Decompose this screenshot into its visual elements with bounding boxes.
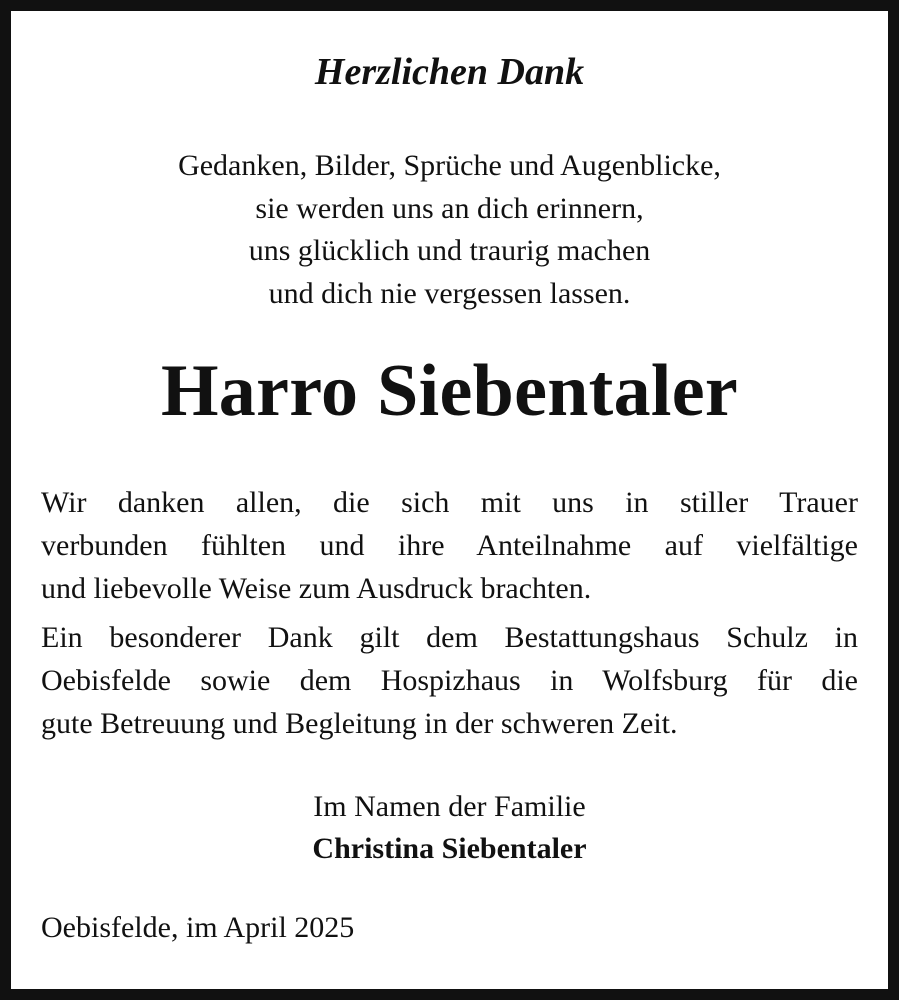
place-date: Oebisfelde, im April 2025 (41, 911, 355, 944)
paragraph-line: gute Betreuung und Begleitung in der schweren Zeit. (41, 707, 678, 740)
poem-line: Gedanken, Bilder, Sprüche und Augenblicke, (178, 149, 721, 182)
signature-block (11, 786, 888, 870)
paragraph-line: Wir danken allen, die sich mit uns in stiller Trauer (41, 486, 858, 519)
special-thanks-paragraph (41, 616, 858, 745)
paragraph-line: und liebevolle Weise zum Ausdruck brachten. (41, 572, 592, 605)
signature-intro: Im Namen der Familie (313, 790, 586, 823)
thanks-paragraph (41, 481, 858, 610)
paragraph-line: Oebisfelde sowie dem Hospizhaus in Wolfsburg für die (41, 664, 858, 697)
signer-name: Christina Siebentaler (312, 832, 587, 865)
poem-line: und dich nie vergessen lassen. (268, 276, 631, 310)
paragraph-line: Ein besonderer Dank gilt dem Bestattungshaus Schulz in (41, 621, 858, 654)
paragraph-line: verbunden fühlten und ihre Anteilnahme auf vielfältige (41, 529, 858, 562)
heading: Herzlichen Dank (314, 51, 585, 93)
poem-line: uns glücklich und traurig machen (248, 234, 651, 267)
poem (11, 145, 888, 315)
deceased-name: Harro Siebentaler (160, 350, 739, 432)
poem-line: sie werden uns an dich erinnern, (255, 191, 644, 225)
